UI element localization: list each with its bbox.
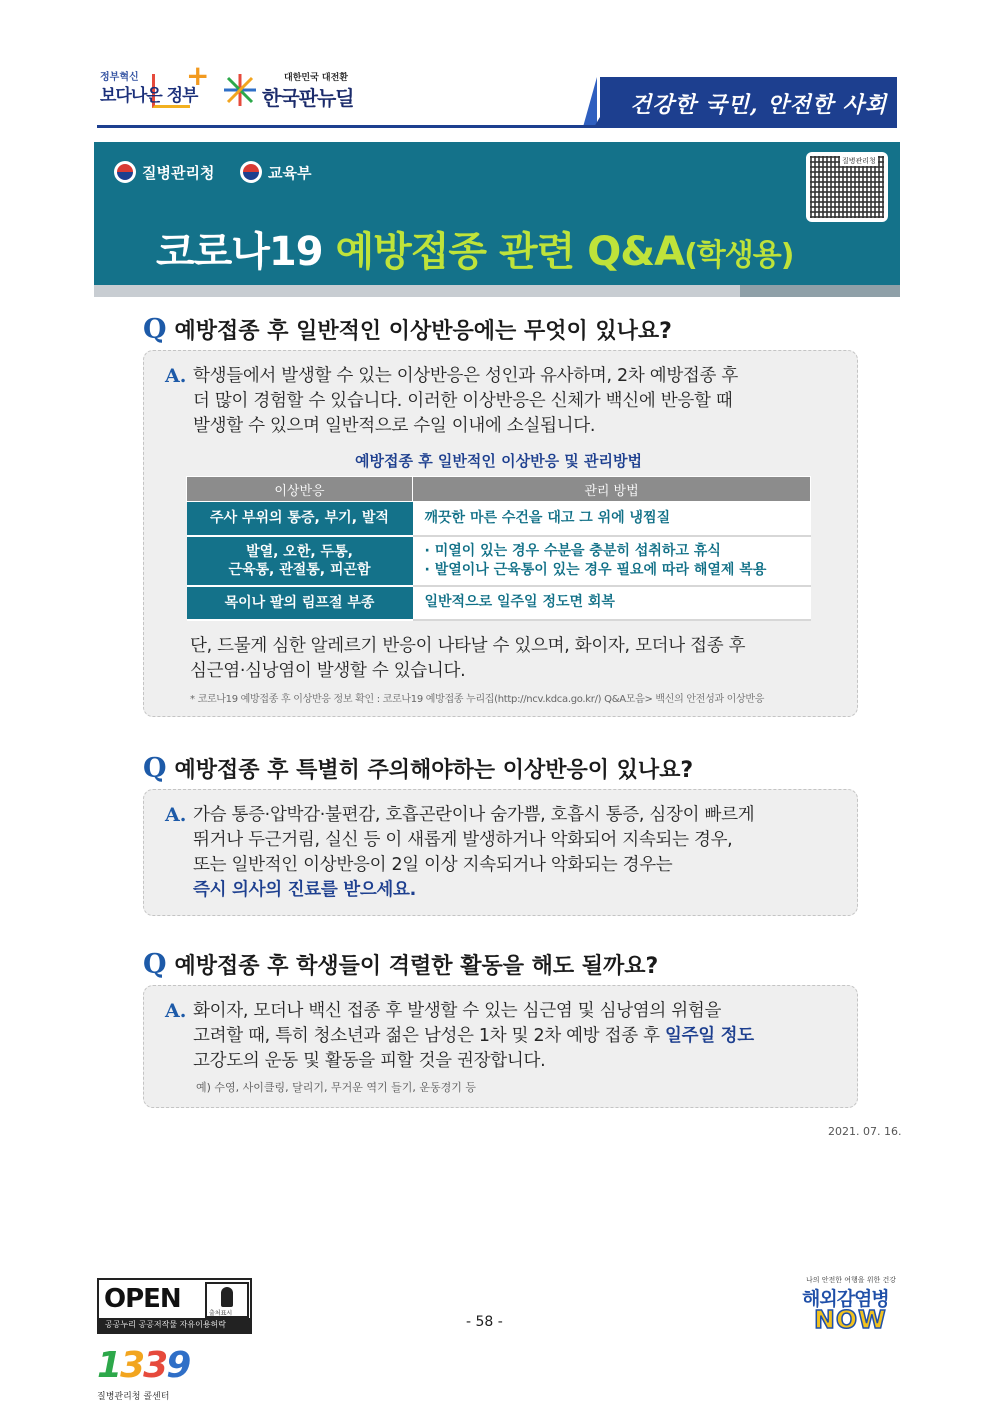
overseas-main-text: 해외감염병 [802, 1288, 889, 1310]
new-deal-small-text: 대한민국 대전환 [284, 73, 348, 83]
document-date: 2021. 07. 16. [828, 1125, 902, 1138]
attribution-label: 출처표시 [209, 1310, 233, 1317]
slogan-text: 건강한 국민, 안전한 사회 [630, 92, 888, 118]
answer-3-line2-plain: 고려할 때, 특히 청소년과 젊은 남성은 1차 및 2차 예방 접종 후 [193, 1026, 665, 1046]
q-mark: Q [143, 949, 167, 980]
qr-code-label: 질병관리청 [842, 157, 876, 165]
management-cell [413, 586, 811, 620]
kogl-bar-text: 공공누리 공공저작물 자유이용허락 [99, 1318, 250, 1332]
agency-kdca [114, 160, 214, 184]
table-row [187, 536, 811, 586]
logo-digit: 1 [97, 1345, 121, 1386]
new-deal-star-icon [222, 72, 258, 108]
government-emblem-icon [114, 161, 136, 183]
agency-kdca-label: 질병관리청 [142, 163, 215, 182]
answer-1-note-line: 심근염·심낭염이 발생할 수 있습니다. [190, 661, 466, 681]
title-white-part: 코로나19 [156, 229, 336, 275]
q-mark: Q [143, 753, 167, 784]
reaction-cell [187, 536, 413, 586]
table-title: 예방접종 후 일반적인 이상반응 및 관리방법 [355, 452, 642, 470]
call-center-1339-logo [97, 1345, 207, 1400]
gov-innovation-logo [100, 59, 210, 112]
overseas-now-text: NOW [814, 1305, 887, 1334]
answer-1-note-line: 단, 드물게 심한 알레르기 반응이 나타날 수 있으며, 화이자, 모더나 접종 후 [190, 636, 746, 656]
answer-2-emphasis: 즉시 의사의 진료를 받으세요. [193, 880, 416, 900]
answer-3-line [193, 1024, 754, 1049]
q-mark: Q [143, 314, 167, 345]
answer-1-note [190, 634, 745, 684]
agency-moe [240, 160, 311, 184]
open-word: OPEN [104, 1284, 181, 1314]
overseas-small-text: 나의 안전한 여행을 위한 건강 [806, 1276, 897, 1284]
call-center-label: 질병관리청 콜센터 [97, 1392, 170, 1402]
header-divider [97, 125, 897, 128]
reaction-line: 주사 부위의 통증, 부기, 발적 [210, 510, 389, 527]
new-deal-main-text: 한국판뉴딜 [262, 86, 354, 110]
reaction-line: 근육통, 관절통, 피곤함 [228, 561, 371, 578]
answer-3-line: 화이자, 모더나 백신 접종 후 발생할 수 있는 심근염 및 심낭염의 위험을 [193, 1001, 722, 1021]
reaction-table [186, 476, 811, 621]
a-mark: A. [165, 804, 187, 826]
answer-1-text [193, 364, 738, 439]
answer-3-text [193, 999, 754, 1074]
korean-new-deal-logo [222, 68, 362, 112]
logo-digit: 3 [120, 1345, 144, 1386]
logo-digit: 9 [166, 1345, 190, 1386]
answer-3-emphasis: 일주일 정도 [665, 1026, 754, 1046]
management-line: · 발열이나 근육통이 있는 경우 필요에 따라 해열제 복용 [424, 561, 767, 578]
answer-3-line: 고강도의 운동 및 활동을 피할 것을 권장합니다. [193, 1051, 546, 1071]
activity-examples: 예) 수영, 사이클링, 달리기, 무거운 역기 들기, 운동경기 등 [196, 1081, 477, 1094]
table-row [187, 502, 811, 536]
title-suffix: (학생용) [684, 238, 794, 273]
question-2 [143, 753, 693, 784]
question-1 [143, 314, 672, 345]
reference-footnote: * 코로나19 예방접종 후 이상반응 정보 확인 : 코로나19 예방접종 누리집(http://ncv.kdca.go.kr/) Q&A모음> 백신의 안전성과 이상반응 [190, 694, 765, 705]
management-line: · 미열이 있는 경우 수분을 충분히 섭취하고 휴식 [424, 542, 721, 559]
management-line: 깨끗한 마른 수건을 대고 그 위에 냉찜질 [424, 509, 671, 526]
page-number: - 58 - [466, 1314, 503, 1330]
logo-1339-digits [97, 1345, 189, 1386]
reaction-line: 목이나 팔의 림프절 부종 [224, 594, 375, 611]
answer-2-line: 또는 일반적인 이상반응이 2일 이상 지속되거나 악화되는 경우는 [193, 855, 673, 875]
reaction-cell [187, 586, 413, 620]
logo-digit: 3 [143, 1345, 167, 1386]
table-header: 관리 방법 [413, 477, 811, 502]
question-3-text: 예방접종 후 학생들이 격렬한 활동을 해도 될까요? [174, 954, 659, 979]
banner-bottom-strip-dark [740, 285, 900, 297]
answer-2-text [193, 803, 754, 903]
question-3 [143, 949, 658, 980]
reaction-cell [187, 502, 413, 536]
question-2-text: 예방접종 후 특별히 주의해야하는 이상반응이 있나요? [174, 758, 694, 783]
reaction-line: 발열, 오한, 두통, [246, 543, 353, 560]
overseas-infection-now-logo [802, 1275, 898, 1337]
gov-logo-main-text: 보다나은 정부 [100, 86, 198, 106]
answer-1-line: 더 많이 경험할 수 있습니다. 이러한 이상반응은 신체가 백신에 반응할 때 [193, 391, 733, 411]
table-header-row [187, 477, 811, 502]
answer-1-line: 학생들에서 발생할 수 있는 이상반응은 성인과 유사하며, 2차 예방접종 후 [193, 366, 739, 386]
title-green-part: 예방접종 관련 Q&A [335, 229, 685, 275]
management-line: 일반적으로 일주일 정도면 회복 [424, 594, 615, 610]
person-icon [221, 1287, 233, 1307]
management-cell [413, 536, 811, 586]
answer-2-line: 가슴 통증·압박감·불편감, 호흡곤란이나 숨가쁨, 호흡시 통증, 심장이 빠르게 [193, 805, 755, 825]
agency-moe-label: 교육부 [268, 163, 312, 182]
answer-1-line: 발생할 수 있으며 일반적으로 수일 이내에 소실됩니다. [193, 416, 596, 436]
a-mark: A. [165, 1000, 187, 1022]
question-1-text: 예방접종 후 일반적인 이상반응에는 무엇이 있나요? [174, 319, 672, 344]
table-header: 이상반응 [187, 477, 413, 502]
page-title [156, 220, 793, 277]
table-row [187, 586, 811, 620]
answer-2-line: 뛰거나 두근거림, 실신 등 이 새롭게 발생하거나 악화되어 지속되는 경우, [193, 830, 733, 850]
government-emblem-icon [240, 161, 262, 183]
gov-logo-small-text: 정부혁신 [100, 72, 139, 83]
plus-icon: + [186, 59, 210, 92]
kogl-open-license-badge [97, 1278, 252, 1334]
management-cell [413, 502, 811, 536]
a-mark: A. [165, 365, 187, 387]
